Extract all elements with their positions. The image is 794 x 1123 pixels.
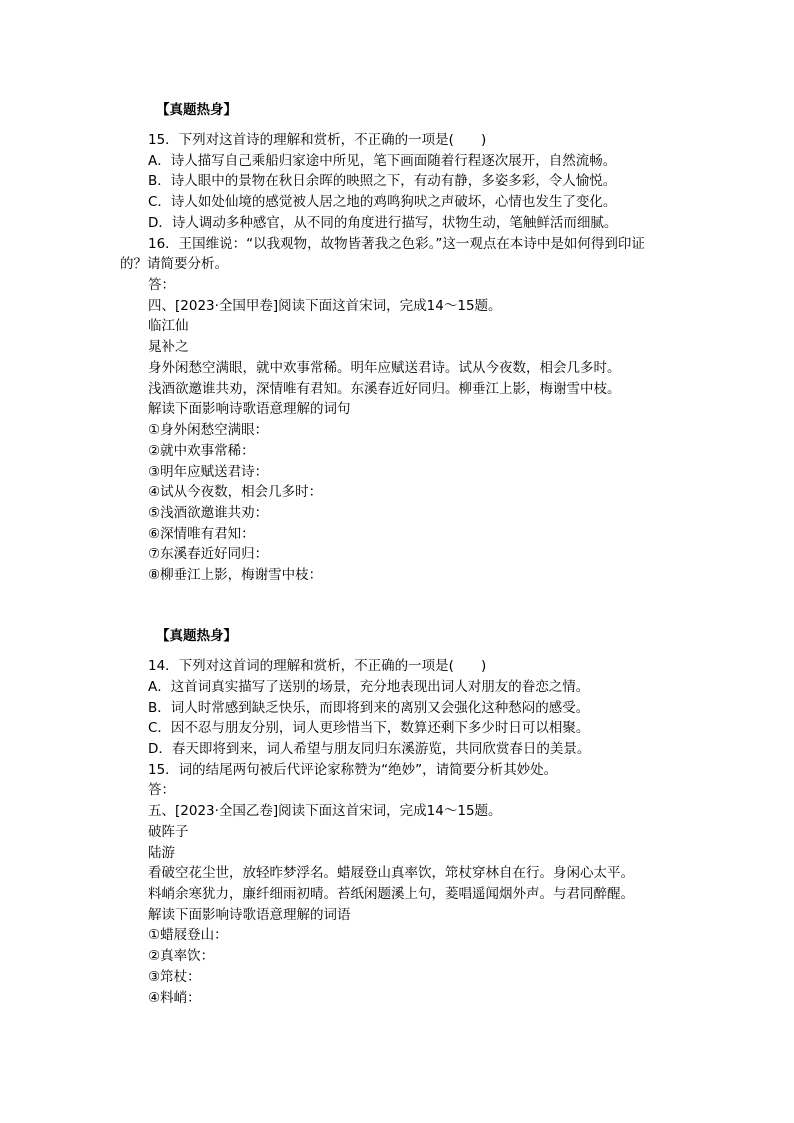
part-5-intro: 五、[2023·全国乙卷]阅读下面这首宋词，完成14～15题。 xyxy=(148,803,502,820)
section-heading: 【真题热身】 xyxy=(156,102,237,118)
document-page xyxy=(120,100,668,1008)
poet-name: 陆游 xyxy=(148,844,175,861)
list-item: ⑥深情唯有君知： xyxy=(148,525,255,542)
list-item: ⑦东溪春近好同归： xyxy=(148,546,269,563)
poem-line: 看破空花尘世，放轻昨梦浮名。蜡屐登山真率饮，筇杖穿林自在行。身闲心太平。 xyxy=(148,865,634,882)
question-15: 15．词的结尾两句被后代评论家称赞为“绝妙”，请简要分析其妙处。 xyxy=(148,761,558,778)
list-item: ①蜡屐登山： xyxy=(148,927,228,944)
question-15-option-c: C．诗人如处仙境的感觉被人居之地的鸡鸣狗吠之声破坏，心情也发生了变化。 xyxy=(148,194,617,211)
question-14-option-d: D．春天即将到来，词人希望与朋友同归东溪游览，共同欣赏春日的美景。 xyxy=(148,741,591,758)
poem-title: 破阵子 xyxy=(148,823,189,840)
list-item: ①身外闲愁空满眼： xyxy=(148,422,269,439)
question-15-option-a: A．诗人描写自己乘船归家途中所见，笔下画面随着行程逐次展开，自然流畅。 xyxy=(148,152,617,169)
question-16-line-1: 16．王国维说：“以我观物，故物皆著我之色彩。”这一观点在本诗中是如何得到印证 xyxy=(148,235,645,252)
task-instruction: 解读下面影响诗歌语意理解的词句 xyxy=(148,401,351,418)
list-item: ④料峭： xyxy=(148,989,201,1006)
poem-line: 料峭余寒犹力，廉纤细雨初晴。苔纸闲题溪上句，菱唱遥闻烟外声。与君同醉醒。 xyxy=(148,886,634,903)
task-instruction: 解读下面影响诗歌语意理解的词语 xyxy=(148,906,351,923)
question-14-option-c: C．因不忍与朋友分别，词人更珍惜当下，数算还剩下多少时日可以相聚。 xyxy=(148,720,590,737)
answer-label: 答： xyxy=(148,782,175,799)
poem-title: 临江仙 xyxy=(148,318,189,335)
question-16-line-2: 的？请简要分析。 xyxy=(120,256,228,273)
poem-line: 身外闲愁空满眼，就中欢事常稀。明年应赋送君诗。试从今夜数，相会几多时。 xyxy=(148,359,621,376)
question-14-option-a: A．这首词真实描写了送别的场景，充分地表现出词人对朋友的眷恋之情。 xyxy=(148,678,590,695)
poem-line: 浅酒欲邀谁共劝，深情唯有君知。东溪春近好同归。柳垂江上影，梅谢雪中枝。 xyxy=(148,380,621,397)
list-item: ③明年应赋送君诗： xyxy=(148,463,269,480)
list-item: ④试从今夜数，相会几多时： xyxy=(148,484,323,501)
list-item: ②就中欢事常稀： xyxy=(148,442,255,459)
question-14-option-b: B．词人时常感到缺乏快乐，而即将到来的离别又会强化这种愁闷的感受。 xyxy=(148,699,590,716)
question-15: 15．下列对这首诗的理解和赏析，不正确的一项是( ) xyxy=(148,132,487,149)
section-heading: 【真题热身】 xyxy=(156,628,237,645)
list-item: ⑧柳垂江上影，梅谢雪中枝： xyxy=(148,567,323,584)
question-14: 14．下列对这首词的理解和赏析，不正确的一项是( ) xyxy=(148,658,487,675)
list-item: ⑤浅酒欲邀谁共劝： xyxy=(148,504,269,521)
question-15-option-d: D．诗人调动多种感官，从不同的角度进行描写，状物生动，笔触鲜活而细腻。 xyxy=(148,214,618,231)
list-item: ②真率饮： xyxy=(148,948,215,965)
part-4-intro: 四、[2023·全国甲卷]阅读下面这首宋词，完成14～15题。 xyxy=(148,297,502,314)
answer-label: 答： xyxy=(148,277,175,294)
question-15-option-b: B．诗人眼中的景物在秋日余晖的映照之下，有动有静，多姿多彩，令人愉悦。 xyxy=(148,173,617,190)
list-item: ③筇杖： xyxy=(148,968,201,985)
poet-name: 晁补之 xyxy=(148,339,189,356)
